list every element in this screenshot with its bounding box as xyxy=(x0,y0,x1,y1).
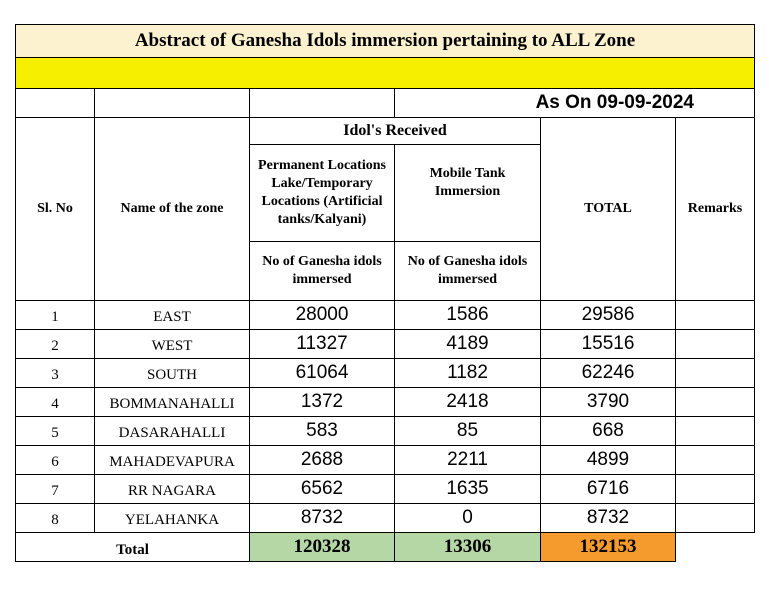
header-no-of-idols-permanent: No of Ganesha idols immersed xyxy=(250,242,395,301)
row-total-count: 4899 xyxy=(541,446,676,475)
total-permanent: 120328 xyxy=(250,533,395,562)
row-sl-no: 3 xyxy=(16,359,95,388)
totals-row xyxy=(16,533,755,562)
table-row xyxy=(16,388,755,417)
row-remarks xyxy=(676,388,755,417)
report-title: Abstract of Ganesha Idols immersion pertaining to ALL Zone xyxy=(16,25,755,58)
row-zone-name: RR NAGARA xyxy=(95,475,250,504)
yellow-band xyxy=(16,58,755,89)
immersion-abstract-table xyxy=(15,24,755,562)
row-total-count: 3790 xyxy=(541,388,676,417)
row-permanent-count: 1372 xyxy=(250,388,395,417)
row-total-count: 6716 xyxy=(541,475,676,504)
row-mobile-count: 2211 xyxy=(395,446,541,475)
header-idols-received: Idol's Received xyxy=(250,118,541,145)
table-row xyxy=(16,359,755,388)
table-row xyxy=(16,475,755,504)
header-no-of-idols-mobile: No of Ganesha idols immersed xyxy=(395,242,541,301)
row-sl-no: 6 xyxy=(16,446,95,475)
header-mobile-tank: Mobile Tank Immersion xyxy=(395,145,541,242)
row-total-count: 8732 xyxy=(541,504,676,533)
blank-cell xyxy=(16,89,95,118)
header-sl-no: Sl. No xyxy=(16,118,95,301)
header-permanent-locations: Permanent Locations Lake/Temporary Locations (Artificial tanks/Kalyani) xyxy=(250,145,395,242)
table-row xyxy=(16,446,755,475)
row-remarks xyxy=(676,504,755,533)
row-sl-no: 4 xyxy=(16,388,95,417)
row-total-count: 15516 xyxy=(541,330,676,359)
row-sl-no: 2 xyxy=(16,330,95,359)
row-sl-no: 1 xyxy=(16,301,95,330)
row-total-count: 668 xyxy=(541,417,676,446)
row-remarks xyxy=(676,330,755,359)
row-mobile-count: 1182 xyxy=(395,359,541,388)
row-zone-name: EAST xyxy=(95,301,250,330)
blank-cell xyxy=(676,533,755,562)
header-zone-name: Name of the zone xyxy=(95,118,250,301)
table-row xyxy=(16,301,755,330)
grand-total: 132153 xyxy=(541,533,676,562)
row-zone-name: WEST xyxy=(95,330,250,359)
table-row xyxy=(16,504,755,533)
row-mobile-count: 85 xyxy=(395,417,541,446)
row-remarks xyxy=(676,301,755,330)
row-remarks xyxy=(676,475,755,504)
table-row xyxy=(16,417,755,446)
row-permanent-count: 6562 xyxy=(250,475,395,504)
header-total: TOTAL xyxy=(541,118,676,301)
row-mobile-count: 1635 xyxy=(395,475,541,504)
row-zone-name: MAHADEVAPURA xyxy=(95,446,250,475)
header-remarks: Remarks xyxy=(676,118,755,301)
row-permanent-count: 11327 xyxy=(250,330,395,359)
total-mobile: 13306 xyxy=(395,533,541,562)
row-total-count: 62246 xyxy=(541,359,676,388)
row-permanent-count: 583 xyxy=(250,417,395,446)
blank-cell xyxy=(250,89,395,118)
table-row xyxy=(16,330,755,359)
row-zone-name: YELAHANKA xyxy=(95,504,250,533)
row-remarks xyxy=(676,417,755,446)
row-sl-no: 5 xyxy=(16,417,95,446)
row-zone-name: SOUTH xyxy=(95,359,250,388)
row-remarks xyxy=(676,446,755,475)
row-mobile-count: 0 xyxy=(395,504,541,533)
row-permanent-count: 8732 xyxy=(250,504,395,533)
blank-cell xyxy=(95,89,250,118)
row-remarks xyxy=(676,359,755,388)
row-sl-no: 8 xyxy=(16,504,95,533)
row-mobile-count: 2418 xyxy=(395,388,541,417)
row-permanent-count: 28000 xyxy=(250,301,395,330)
row-permanent-count: 61064 xyxy=(250,359,395,388)
row-sl-no: 7 xyxy=(16,475,95,504)
row-mobile-count: 4189 xyxy=(395,330,541,359)
row-permanent-count: 2688 xyxy=(250,446,395,475)
row-mobile-count: 1586 xyxy=(395,301,541,330)
as-on-date: As On 09-09-2024 xyxy=(395,89,755,118)
row-zone-name: DASARAHALLI xyxy=(95,417,250,446)
total-label: Total xyxy=(16,533,250,562)
row-total-count: 29586 xyxy=(541,301,676,330)
row-zone-name: BOMMANAHALLI xyxy=(95,388,250,417)
